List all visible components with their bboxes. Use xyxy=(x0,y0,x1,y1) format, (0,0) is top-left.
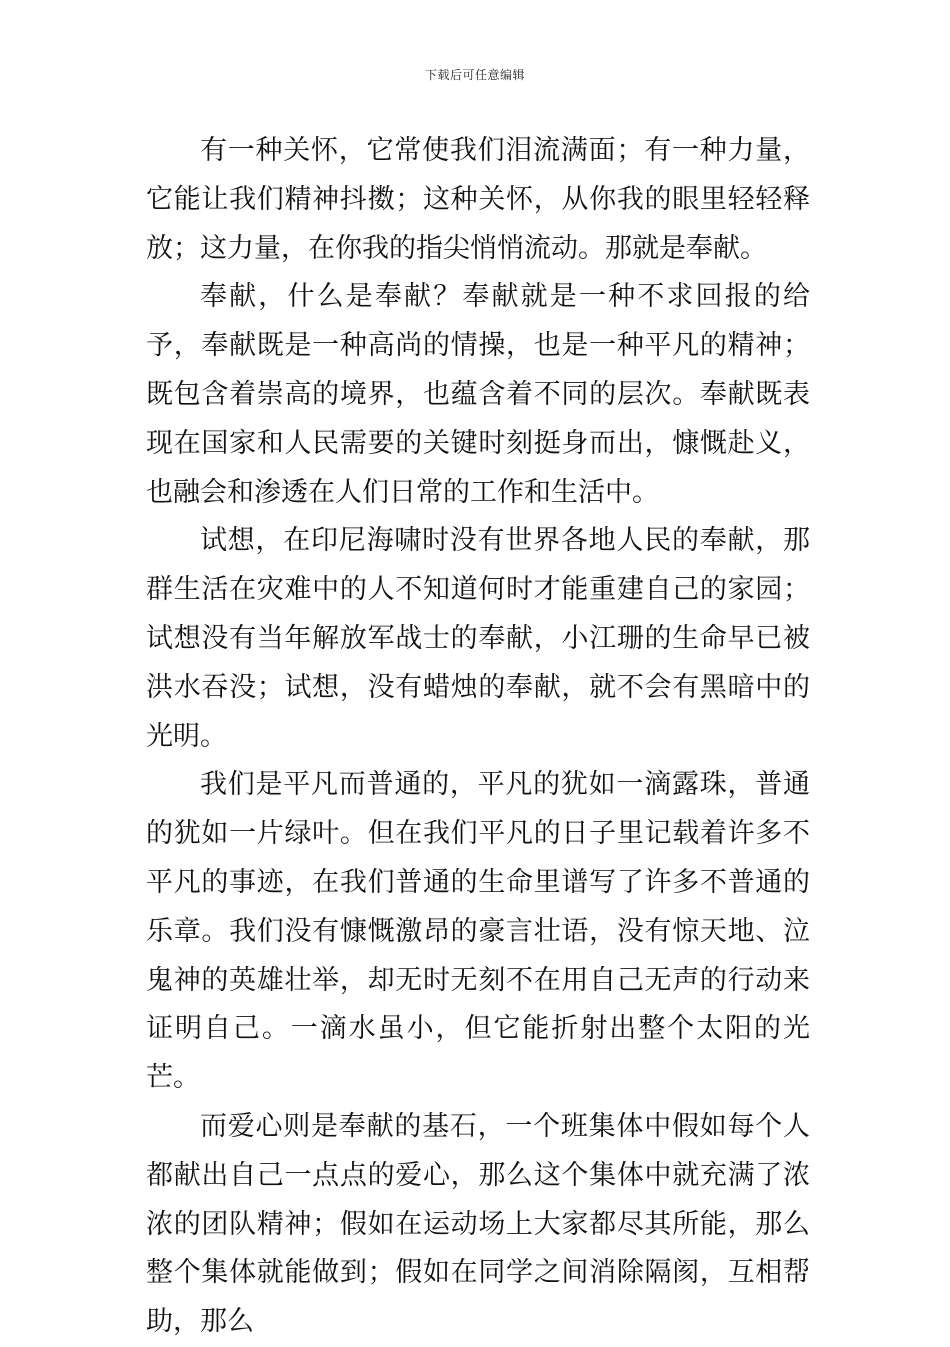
page-header: 下载后可任意编辑 xyxy=(424,68,525,82)
document-body xyxy=(146,127,810,1347)
paragraph: 而爱心则是奉献的基石，一个班集体中假如每个人都献出自己一点点的爱心，那么这个集体中就充满了浓浓的团队精神；假如在运动场上大家都尽其所能，那么整个集体就能做到；假如在同学之间消除隔阂，互相帮助，那么 xyxy=(146,1110,810,1338)
paragraph: 奉献，什么是奉献？奉献就是一种不求回报的给予，奉献既是一种高尚的情操，也是一种平凡的精神；既包含着崇高的境界，也蕴含着不同的层次。奉献既表现在国家和人民需要的关键时刻挺身而出，慷慨赴义，也融会和渗透在人们日常的工作和生活中。 xyxy=(146,281,810,508)
paragraph: 有一种关怀，它常使我们泪流满面；有一种力量，它能让我们精神抖擞；这种关怀，从你我的眼里轻轻释放；这力量，在你我的指尖悄悄流动。那就是奉献。 xyxy=(146,135,810,264)
paragraph: 我们是平凡而普通的，平凡的犹如一滴露珠，普通的犹如一片绿叶。但在我们平凡的日子里记载着许多不平凡的事迹，在我们普通的生命里谱写了许多不普通的乐章。我们没有慷慨激昂的豪言壮语，没有惊天地、泣鬼神的英雄壮举，却无时无刻不在用自己无声的行动来证明自己。一滴水虽小，但它能折射出整个太阳的光芒。 xyxy=(146,769,810,1094)
paragraph: 试想，在印尼海啸时没有世界各地人民的奉献，那群生活在灾难中的人不知道何时才能重建自己的家园；试想没有当年解放军战士的奉献，小江珊的生命早已被洪水吞没；试想，没有蜡烛的奉献，就不会有黑暗中的光明。 xyxy=(146,525,810,752)
